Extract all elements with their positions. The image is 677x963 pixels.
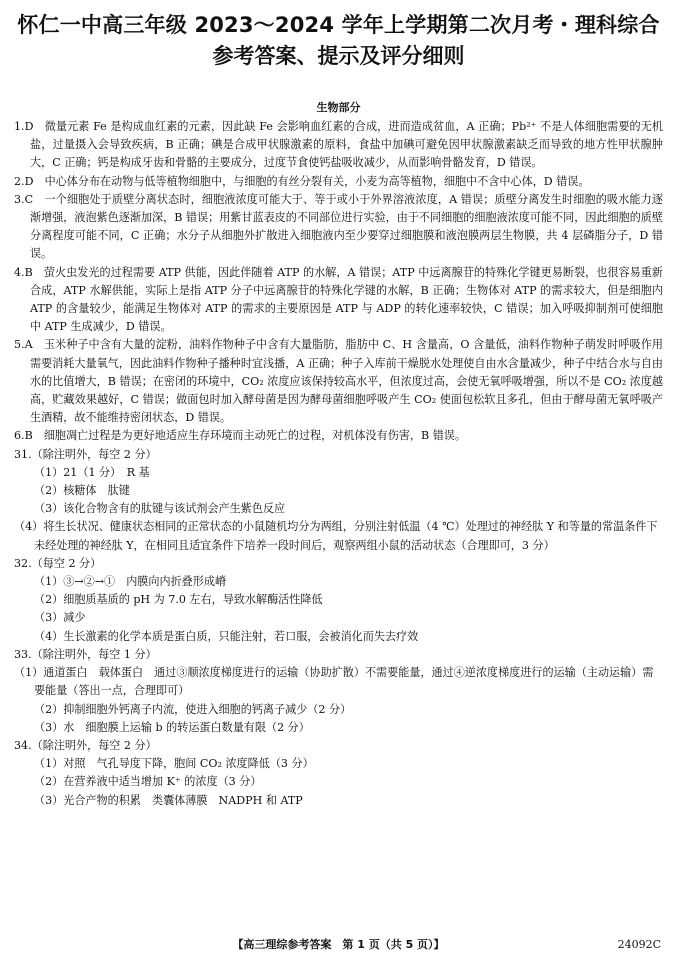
page-title: 怀仁一中高三年级 2023～2024 学年上学期第二次月考・理科综合 (17, 13, 660, 37)
answer-q1: 1.D 微量元素 Fe 是构成血红素的元素，因此缺 Fe 会影响血红素的合成，进而造成贫血，A 正确；Pb²⁺ 不是人体细胞需要的无机盐，过量摄入会导致疾病，B 正确；碘是合成甲状腺激素的原料，食盐中加碘可避免因甲状腺激素缺乏而导致的地方性甲状腺肿大，C 正确；钙是构成牙齿和骨骼的主要成分，过度节食使钙盐吸收减少，从而影响骨骼发育，D 错误。 (14, 120, 663, 170)
footer-page-label: 【高三理综参考答案 第 1 页（共 5 页）】 (232, 938, 445, 951)
answer-q34-item: （3）光合产物的积累 类囊体薄膜 NADPH 和 ATP (34, 793, 303, 807)
answer-q31-item: （4）将生长状况、健康状态相同的正常状态的小鼠随机均分为两组，分别注射低温（4 ℃）处理过的神经肽 Y 和等量的常温条件下未经处理的神经肽 Y，在相同且适宜条件下培养一段时间后，观察两组小鼠的活动状态（合理即可，3 分） (14, 520, 658, 552)
answer-q31-head: 31.（除注明外，每空 2 分） (14, 447, 157, 461)
answer-q33-item: （3）水 细胞膜上运输 b 的转运蛋白数量有限（2 分） (34, 720, 310, 734)
answer-q31-item: （1）21（1 分） R 基 (34, 465, 150, 479)
answer-q34-head: 34.（除注明外，每空 2 分） (14, 738, 157, 752)
answer-q34-item: （2）在营养液中适当增加 K⁺ 的浓度（3 分） (34, 775, 262, 789)
answer-q2: 2.D 中心体分布在动物与低等植物细胞中，与细胞的有丝分裂有关，小麦为高等植物，细胞中不含中心体，D 错误。 (14, 174, 590, 188)
page-subtitle: 参考答案、提示及评分细则 (212, 44, 465, 68)
answer-q32-head: 32.（每空 2 分） (14, 556, 102, 570)
answer-q33-head: 33.（除注明外，每空 1 分） (14, 647, 157, 661)
section-title: 生物部分 (316, 101, 361, 114)
answer-q32-item: （3）减少 (34, 611, 86, 625)
answer-q32-item: （4）生长激素的化学本质是蛋白质，只能注射，若口服，会被消化而失去疗效 (34, 629, 419, 643)
answer-q32-item: （2）细胞质基质的 pH 为 7.0 左右，导致水解酶活性降低 (34, 593, 323, 607)
answer-q32-item: （1）③→②→① 内膜向内折叠形成嵴 (34, 575, 227, 589)
page-footer (0, 936, 677, 954)
answer-q33-item: （1）通道蛋白 载体蛋白 通过③顺浓度梯度进行的运输（协助扩散）不需要能量，通过④逆浓度梯度进行的运输（主动运输）需要能量（答出一点，合理即可） (14, 666, 654, 698)
answer-q3: 3.C 一个细胞处于质壁分离状态时，细胞液浓度可能大于、等于或小于外界溶液浓度，A 错误；质壁分离发生时细胞的吸水能力逐渐增强，液泡紫色逐渐加深，B 错误；用紫甘蓝表皮的不同部位进行实验，由于不同细胞的细胞液浓度可能不同，因此细胞的质壁分离程度可能不同，C 正确；水分子从细胞外扩散进入细胞液内至少要穿过细胞膜和液泡膜两层生物膜，共 4 层磷脂分子，D 错误。 (14, 192, 663, 261)
answer-q31-item: （3）该化合物含有的肽键与该试剂会产生紫色反应 (34, 502, 286, 516)
answer-q4: 4.B 萤火虫发光的过程需要 ATP 供能，因此伴随着 ATP 的水解，A 错误；ATP 中远离腺苷的特殊化学键更易断裂，也很容易重新合成，ATP 水解供能，实际上是指 ATP 分子中远离腺苷的特殊化学键的水解，B 正确；生物体对 ATP 的需求较大，但是细胞内 ATP 的含量较少，能满足生物体对 ATP 的需求的主要原因是 ATP 与 ADP 的转化速率较快，C 错误；加入呼吸抑制剂可使细胞中 ATP 生成减少，D 错误。 (14, 265, 663, 334)
answer-q33-item: （2）抑制细胞外钙离子内流，使进入细胞的钙离子减少（2 分） (34, 702, 352, 716)
answer-q5: 5.A 玉米种子中含有大量的淀粉，油料作物种子中含有大量脂肪，脂肪中 C、H 含量高，O 含量低，油料作物种子萌发时呼吸作用需要消耗大量氧气，因此油料作物种子播种时宜浅播，A 正确；种子入库前干燥脱水处理使自由水含量减少，种子中结合水与自由水的比值增大，B 错误；在密闭的环境中，CO₂ 浓度应该保持较高水平，但浓度过高，会使无氧呼吸增强，所以不是 CO₂ 浓度越高，贮藏效果越好，C 错误；做面包时加入酵母菌是因为酵母菌细胞呼吸产生 CO₂ 使面包松软且多孔，但由于酵母菌无氧呼吸产生酒精，故不能维持密闭状态，D 错误。 (14, 338, 663, 425)
answer-q34-item: （1）对照 气孔导度下降，胞间 CO₂ 浓度降低（3 分） (34, 757, 314, 771)
footer-doc-code: 24092C (617, 938, 661, 951)
answer-q6: 6.B 细胞凋亡过程是为更好地适应生存环境而主动死亡的过程，对机体没有伤害，B 错误。 (14, 429, 466, 443)
answer-q31-item: （2）核糖体 肽键 (34, 484, 130, 498)
answer-body (14, 118, 663, 810)
